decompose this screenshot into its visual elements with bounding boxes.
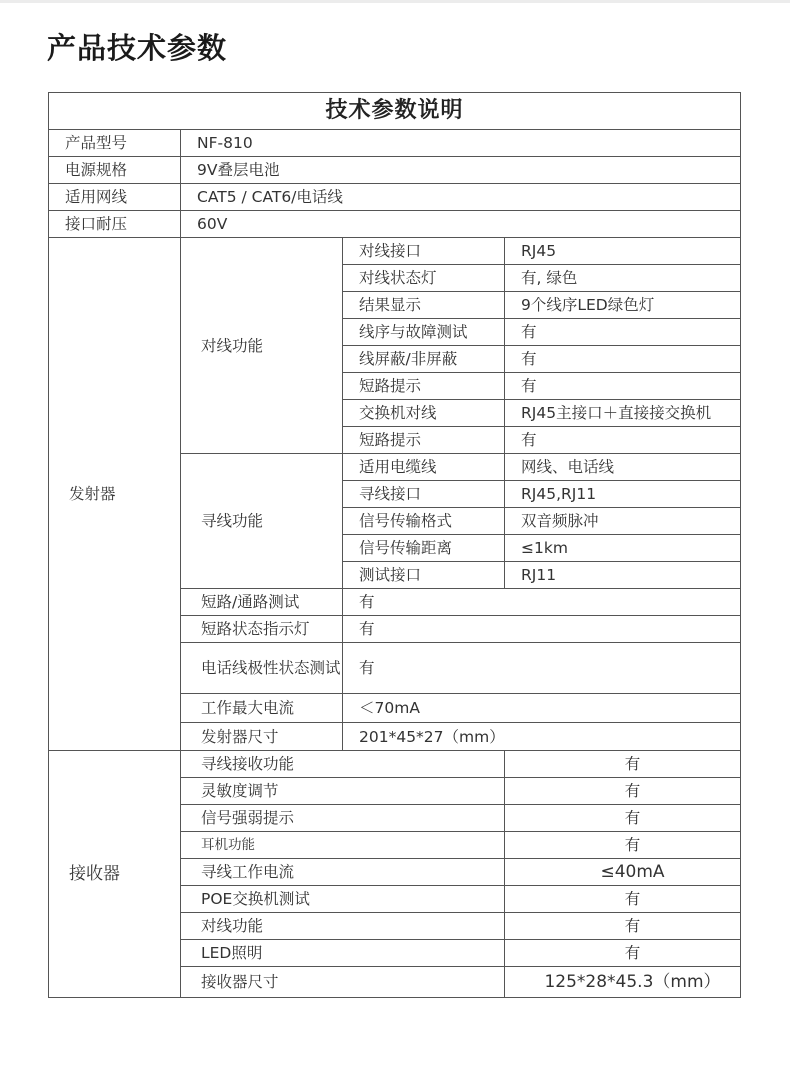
spec-value: 有 xyxy=(505,373,741,400)
spec-value: 有 xyxy=(343,643,741,694)
spec-value: 有 xyxy=(505,913,741,940)
spec-label: 电话线极性状态测试 xyxy=(181,643,343,694)
spec-label: 寻线接口 xyxy=(343,481,505,508)
spec-label: 线序与故障测试 xyxy=(343,319,505,346)
spec-label: 短路提示 xyxy=(343,373,505,400)
spec-value: NF-810 xyxy=(181,130,741,157)
spec-value: ≤40mA xyxy=(505,859,741,886)
spec-value: 有 xyxy=(505,319,741,346)
table-row xyxy=(49,238,741,265)
spec-label: 接收器尺寸 xyxy=(181,967,505,998)
spec-label: 测试接口 xyxy=(343,562,505,589)
spec-value: 201*45*27（mm） xyxy=(343,723,741,751)
spec-label: 短路/通路测试 xyxy=(181,589,343,616)
spec-label: 线屏蔽/非屏蔽 xyxy=(343,346,505,373)
spec-value: 9个线序LED绿色灯 xyxy=(505,292,741,319)
spec-label: POE交换机测试 xyxy=(181,886,505,913)
spec-label: 产品型号 xyxy=(49,130,181,157)
spec-label: LED照明 xyxy=(181,940,505,967)
spec-value: 有 xyxy=(343,589,741,616)
receiver-group-label: 接收器 xyxy=(49,751,181,998)
spec-label: 信号传输格式 xyxy=(343,508,505,535)
spec-label: 信号强弱提示 xyxy=(181,805,505,832)
spec-label: 结果显示 xyxy=(343,292,505,319)
spec-value: ＜70mA xyxy=(343,694,741,723)
table-row xyxy=(49,130,741,157)
spec-label: 灵敏度调节 xyxy=(181,778,505,805)
spec-value: 125*28*45.3（mm） xyxy=(505,967,741,998)
spec-label: 交换机对线 xyxy=(343,400,505,427)
spec-value: ≤1km xyxy=(505,535,741,562)
spec-value: 有 xyxy=(505,778,741,805)
spec-table xyxy=(48,92,741,998)
spec-label: 电源规格 xyxy=(49,157,181,184)
spec-value: 有 xyxy=(343,616,741,643)
spec-label: 短路提示 xyxy=(343,427,505,454)
table-row xyxy=(49,211,741,238)
spec-label: 发射器尺寸 xyxy=(181,723,343,751)
spec-label: 对线功能 xyxy=(181,913,505,940)
table-row xyxy=(49,157,741,184)
wire-tracing-group-label: 寻线功能 xyxy=(181,454,343,589)
spec-label: 对线状态灯 xyxy=(343,265,505,292)
wire-matching-group-label: 对线功能 xyxy=(181,238,343,454)
top-divider xyxy=(0,0,790,3)
spec-value: 9V叠层电池 xyxy=(181,157,741,184)
spec-label: 耳机功能 xyxy=(181,832,505,859)
spec-value: RJ45,RJ11 xyxy=(505,481,741,508)
table-row xyxy=(49,184,741,211)
spec-value: RJ45主接口＋直接接交换机 xyxy=(505,400,741,427)
spec-value: 有 xyxy=(505,832,741,859)
spec-value: 有, 绿色 xyxy=(505,265,741,292)
spec-label: 寻线工作电流 xyxy=(181,859,505,886)
spec-label: 接口耐压 xyxy=(49,211,181,238)
spec-label: 寻线接收功能 xyxy=(181,751,505,778)
spec-value: 有 xyxy=(505,886,741,913)
table-row xyxy=(49,751,741,778)
spec-label: 短路状态指示灯 xyxy=(181,616,343,643)
spec-label: 对线接口 xyxy=(343,238,505,265)
spec-value: 双音频脉冲 xyxy=(505,508,741,535)
spec-value: 有 xyxy=(505,940,741,967)
spec-label: 工作最大电流 xyxy=(181,694,343,723)
spec-value: 有 xyxy=(505,805,741,832)
spec-label: 适用网线 xyxy=(49,184,181,211)
spec-value: 有 xyxy=(505,427,741,454)
spec-value: RJ45 xyxy=(505,238,741,265)
table-title-row xyxy=(49,93,741,130)
table-title: 技术参数说明 xyxy=(49,93,741,130)
transmitter-group-label: 发射器 xyxy=(49,238,181,751)
spec-value: RJ11 xyxy=(505,562,741,589)
page-title: 产品技术参数 xyxy=(47,31,228,65)
spec-value: 网线、电话线 xyxy=(505,454,741,481)
spec-label: 信号传输距离 xyxy=(343,535,505,562)
spec-label: 适用电缆线 xyxy=(343,454,505,481)
spec-value: 有 xyxy=(505,751,741,778)
spec-value: CAT5 / CAT6/电话线 xyxy=(181,184,741,211)
spec-value: 60V xyxy=(181,211,741,238)
spec-value: 有 xyxy=(505,346,741,373)
